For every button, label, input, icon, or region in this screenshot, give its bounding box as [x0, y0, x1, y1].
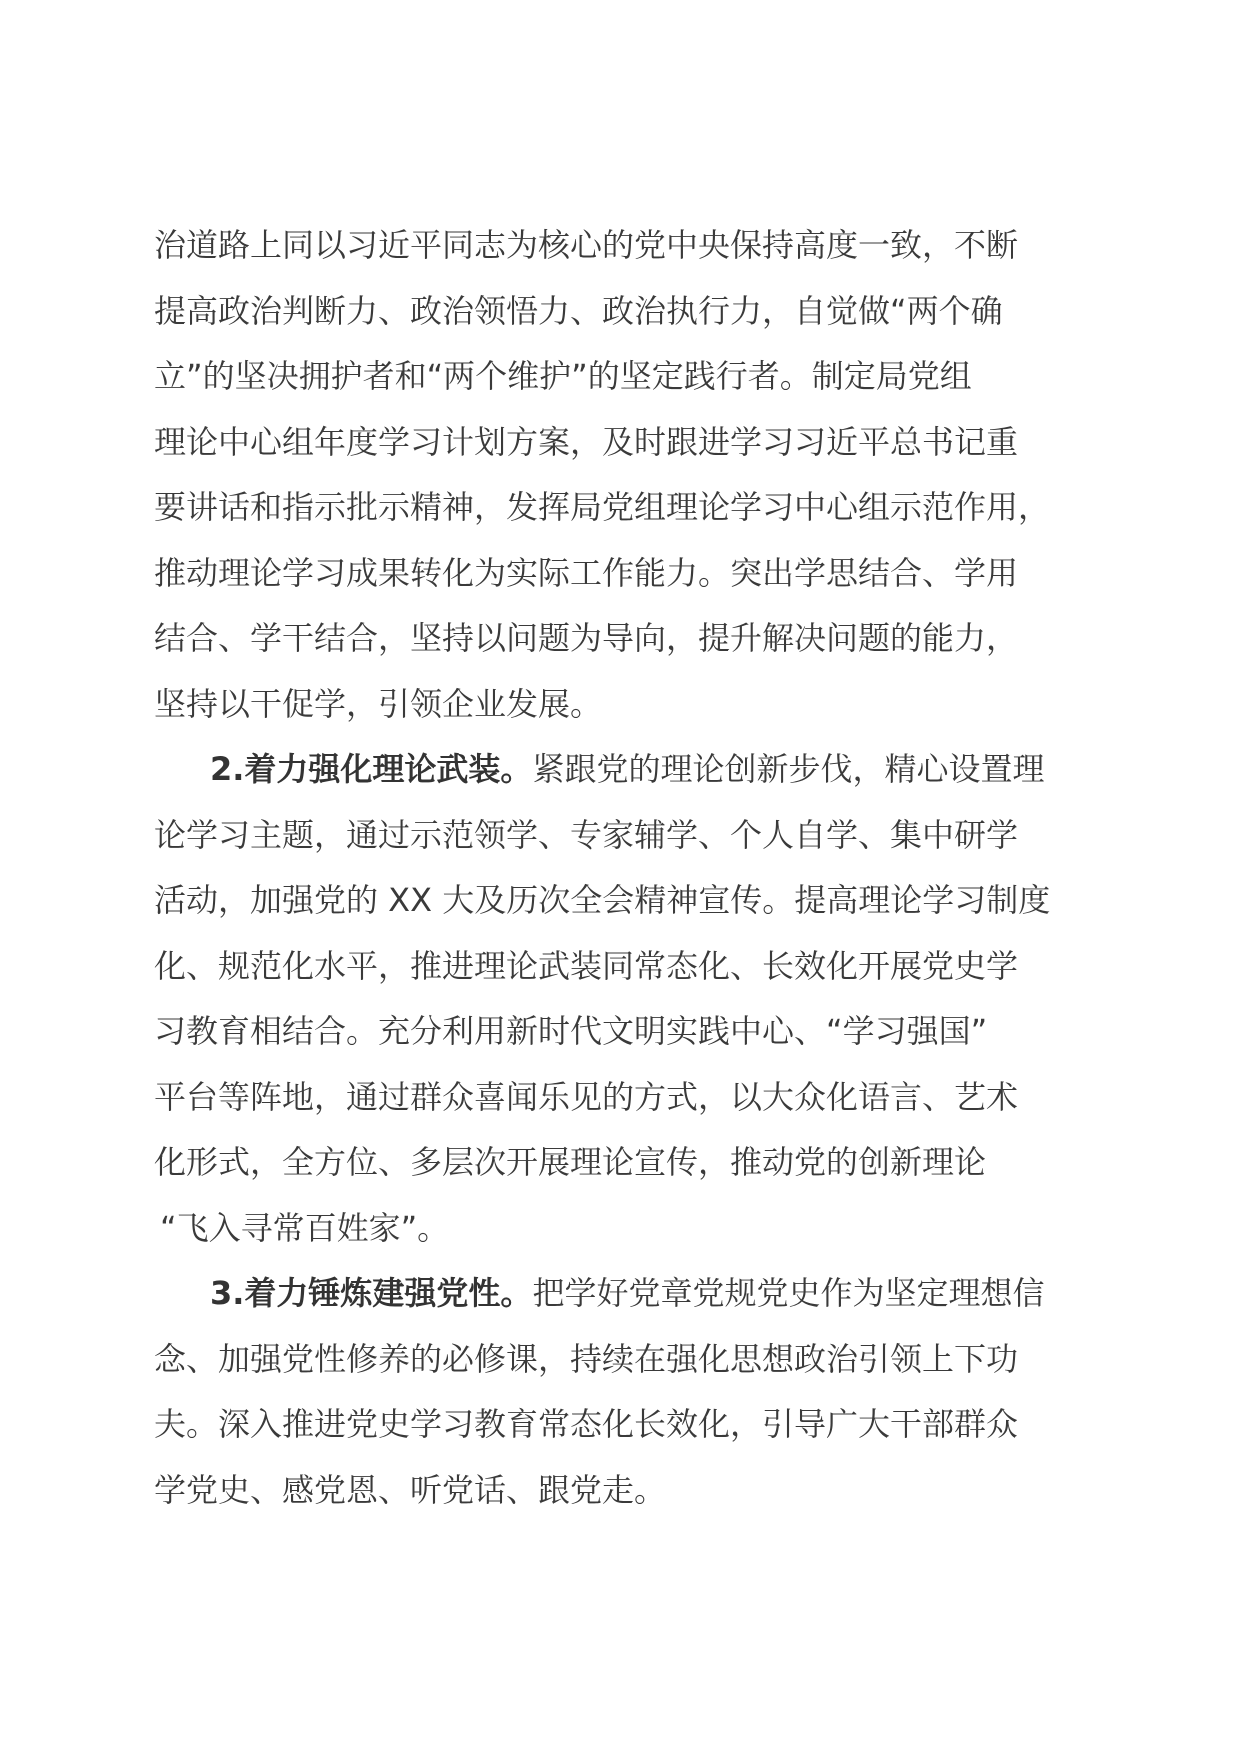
- paragraph-line: 平台等阵地，通过群众喜闻乐见的方式，以大众化语言、艺术: [154, 1077, 1019, 1116]
- paragraph-line: 理论中心组年度学习计划方案，及时跟进学习习近平总书记重: [154, 422, 1019, 461]
- document-body: [154, 213, 1090, 1523]
- paragraph-line: 要讲话和指示批示精神，发挥局党组理论学习中心组示范作用，: [154, 488, 1051, 526]
- paragraph-line: 念、加强党性修养的必修课，持续在强化思想政治引领上下功: [154, 1339, 1019, 1378]
- paragraph-line: 习教育相结合。充分利用新时代文明实践中心、“学习强国”: [154, 1012, 988, 1050]
- paragraph-line: 立”的坚决拥护者和“两个维护”的坚定践行者。制定局党组: [154, 357, 972, 395]
- paragraph-line: 夫。深入推进党史学习教育常态化长效化，引导广大干部群众: [154, 1405, 1019, 1443]
- paragraph-line: “飞入寻常百姓家”。: [160, 1208, 450, 1247]
- paragraph-line: 治道路上同以习近平同志为核心的党中央保持高度一致，不断: [154, 226, 1019, 264]
- paragraph-line: 推动理论学习成果转化为实际工作能力。突出学思结合、学用: [154, 553, 1019, 592]
- paragraph-line: 活动，加强党的 XX 大及历次全会精神宣传。提高理论学习制度: [154, 881, 1051, 919]
- paragraph-line: 坚持以干促学，引领企业发展。: [154, 684, 603, 723]
- paragraph-line: 论学习主题，通过示范领学、专家辅学、个人自学、集中研学: [154, 815, 1019, 854]
- section-2-first-line: [154, 737, 1090, 803]
- paragraph-line: 提高政治判断力、政治领悟力、政治执行力，自觉做“两个确: [154, 291, 1003, 330]
- section-3-heading: 3.着力锤炼建强党性。: [210, 1274, 533, 1312]
- paragraph-line: 化形式，全方位、多层次开展理论宣传，推动党的创新理论: [154, 1143, 987, 1181]
- paragraph-line: 结合、学干结合，坚持以问题为导向，提升解决问题的能力，: [154, 619, 1019, 657]
- section-2-heading: 2.着力强化理论武装。: [210, 750, 533, 788]
- section-3-text: 把学好党章党规党史作为坚定理想信: [532, 1274, 1045, 1312]
- paragraph-line: 学党史、感党恩、听党话、跟党走。: [154, 1470, 667, 1509]
- paragraph-line: 化、规范化水平，推进理论武装同常态化、长效化开展党史学: [154, 946, 1019, 985]
- section-2-text: 紧跟党的理论创新步伐，精心设置理: [532, 750, 1045, 788]
- section-3-first-line: [154, 1261, 1090, 1327]
